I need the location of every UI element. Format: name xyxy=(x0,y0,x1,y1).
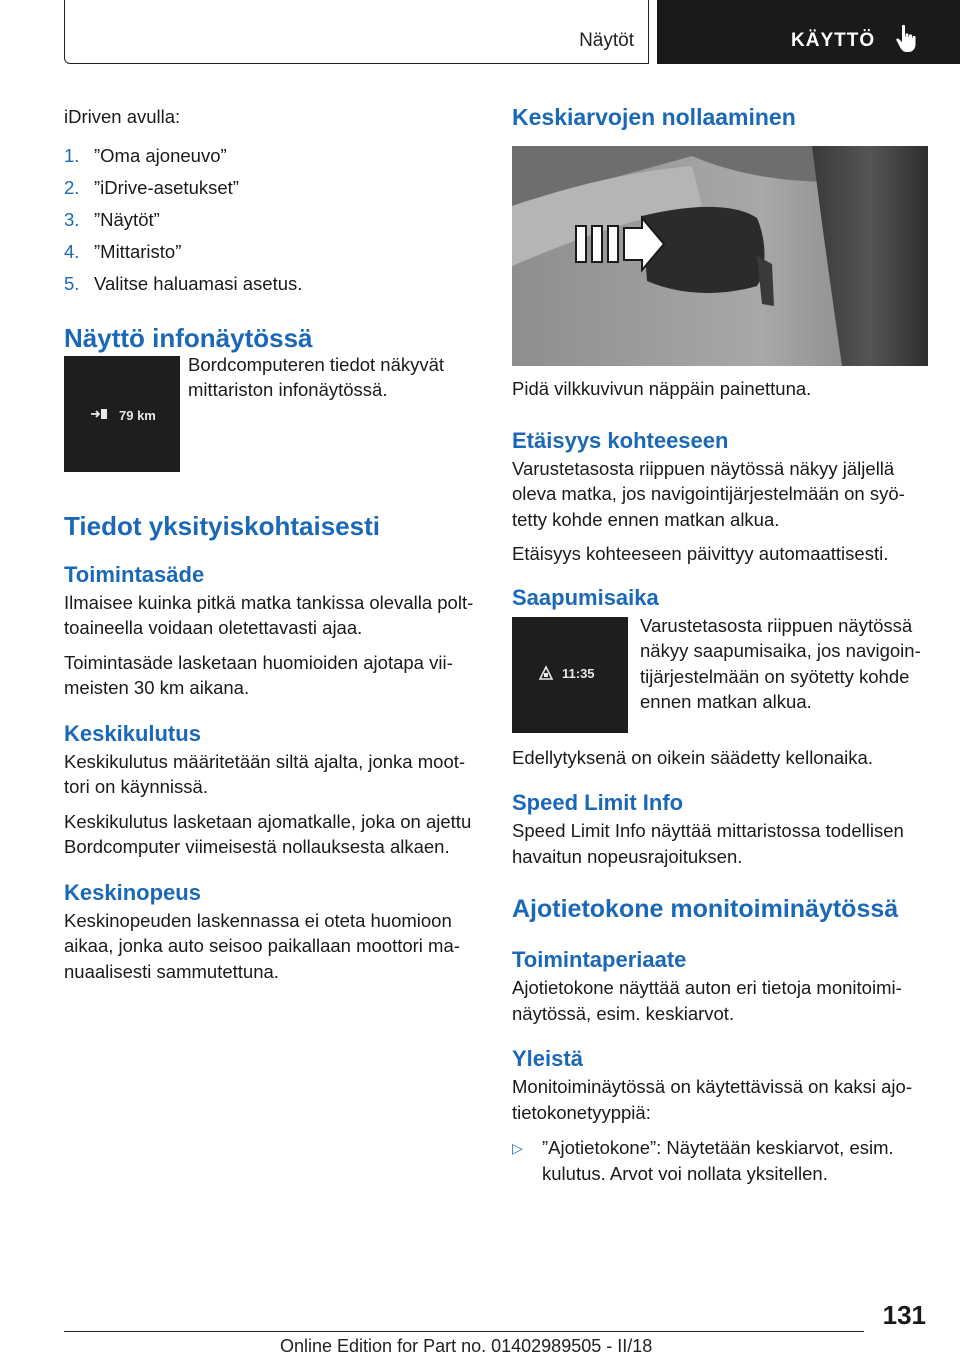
turn-signal-lever-photo xyxy=(512,146,928,366)
heading-average-consumption: Keskikulutus xyxy=(64,720,201,746)
distance-para-1: Varustetasosta riippuen näytössä näkyy jäljellä oleva matka, jos navigointijärjestelmään on syö-tetty kohde ennen matkan alkua. xyxy=(512,457,905,530)
intro-text: iDriven avulla: xyxy=(64,106,181,127)
heading-average-speed: Keskinopeus xyxy=(64,879,201,905)
triangle-bullet-icon: ▷ xyxy=(512,1140,523,1156)
heading-range: Toimintasäde xyxy=(64,561,205,587)
list-item: 2. ”iDrive-asetukset” xyxy=(64,176,239,198)
destination-flag-icon xyxy=(538,665,554,681)
pointing-hand-icon xyxy=(895,24,919,54)
arrival-text: Varustetasosta riippuen näytössä näkyy saapumisaika, jos navigoin-tijärjestelmään on syötetty kohde ennen matkan alkua. xyxy=(640,614,921,712)
info-display-block xyxy=(64,353,478,482)
reset-caption: Pidä vilkkuvivun näppäin painettuna. xyxy=(512,378,812,399)
list-item: ▷ ”Ajotietokone”: Näytetään keskiarvot, esim. kulutus. Arvot voi nollata yksitellen. xyxy=(512,1137,894,1184)
chapter-tab xyxy=(657,0,960,64)
list-item: 1. ”Oma ajoneuvo” xyxy=(64,144,227,166)
list-item: 4. ”Mittaristo” xyxy=(64,240,182,262)
avg-consumption-para-2: Keskikulutus lasketaan ajomatkalle, joka on ajettu Bordcomputer viimeisestä nollauksesta alkaen. xyxy=(64,810,472,857)
heading-details: Tiedot yksityiskohtaisesti xyxy=(64,510,380,541)
heading-reset-averages: Keskiarvojen nollaaminen xyxy=(512,104,796,130)
chapter-title: KÄYTTÖ xyxy=(791,30,876,51)
arrival-time-value: 11:35 xyxy=(562,665,595,681)
heading-arrival-time: Saapumisaika xyxy=(512,584,659,610)
footer-edition: Online Edition for Part no. 01402989505 - II/18 xyxy=(280,1336,653,1356)
avg-speed-para-1: Keskinopeuden laskennassa ei oteta huomioon aikaa, jonka auto seisoo paikallaan moottori ma-nuaalisesti sammutettuna. xyxy=(64,909,460,982)
steps-list xyxy=(64,140,478,300)
arrival-display-block xyxy=(512,614,928,739)
footer-divider xyxy=(64,1331,864,1332)
range-para-1: Ilmaisee kuinka pitkä matka tankissa olevalla polt-toaineella voidaan oletettavasti ajaa. xyxy=(64,591,474,638)
running-header-box xyxy=(64,0,649,64)
trip-computer-types-list xyxy=(512,1135,928,1187)
heading-principle: Toimintaperiaate xyxy=(512,947,687,972)
avg-consumption-para-1: Keskikulutus määritetään siltä ajalta, jonka moot-tori on käynnissä. xyxy=(64,750,466,797)
heading-trip-computer: Ajotietokone monitoiminäytössä xyxy=(512,895,899,923)
principle-para: Ajotietokone näyttää auton eri tietoja monitoimi-näytössä, esim. keskiarvot. xyxy=(512,977,902,1024)
arrival-para-2: Edellytyksenä on oikein säädetty kellonaika. xyxy=(512,746,873,768)
heading-distance: Etäisyys kohteeseen xyxy=(512,427,729,453)
heading-general: Yleistä xyxy=(512,1046,583,1071)
section-title: Näytöt xyxy=(579,30,634,51)
speed-limit-info-para: Speed Limit Info näyttää mittaristossa todellisen havaitun nopeusrajoituksen. xyxy=(512,820,904,867)
info-display-image xyxy=(64,356,180,472)
page-number: 131 xyxy=(882,1300,926,1330)
right-column xyxy=(512,104,928,1187)
fuel-pump-icon xyxy=(90,408,108,420)
general-para: Monitoiminäytössä on käytettävissä on kaksi ajo-tietokonetyyppiä: xyxy=(512,1076,912,1123)
list-item: 5. Valitse haluamasi asetus. xyxy=(64,272,303,294)
lever-illustration xyxy=(512,146,928,366)
heading-speed-limit-info: Speed Limit Info xyxy=(512,790,684,815)
arrival-display-image xyxy=(512,617,628,733)
left-column xyxy=(64,104,478,993)
range-para-2: Toimintasäde lasketaan huomioiden ajotapa vii-meisten 30 km aikana. xyxy=(64,651,453,698)
list-item: 3. ”Näytöt” xyxy=(64,208,160,230)
range-value: 79 km xyxy=(119,407,156,423)
distance-para-2: Etäisyys kohteeseen päivittyy automaattisesti. xyxy=(512,543,889,564)
info-text: Bordcomputeren tiedot näkyvät mittariston infonäytössä. xyxy=(188,353,445,400)
heading-info-display: Näyttö infonäytössä xyxy=(64,322,313,353)
